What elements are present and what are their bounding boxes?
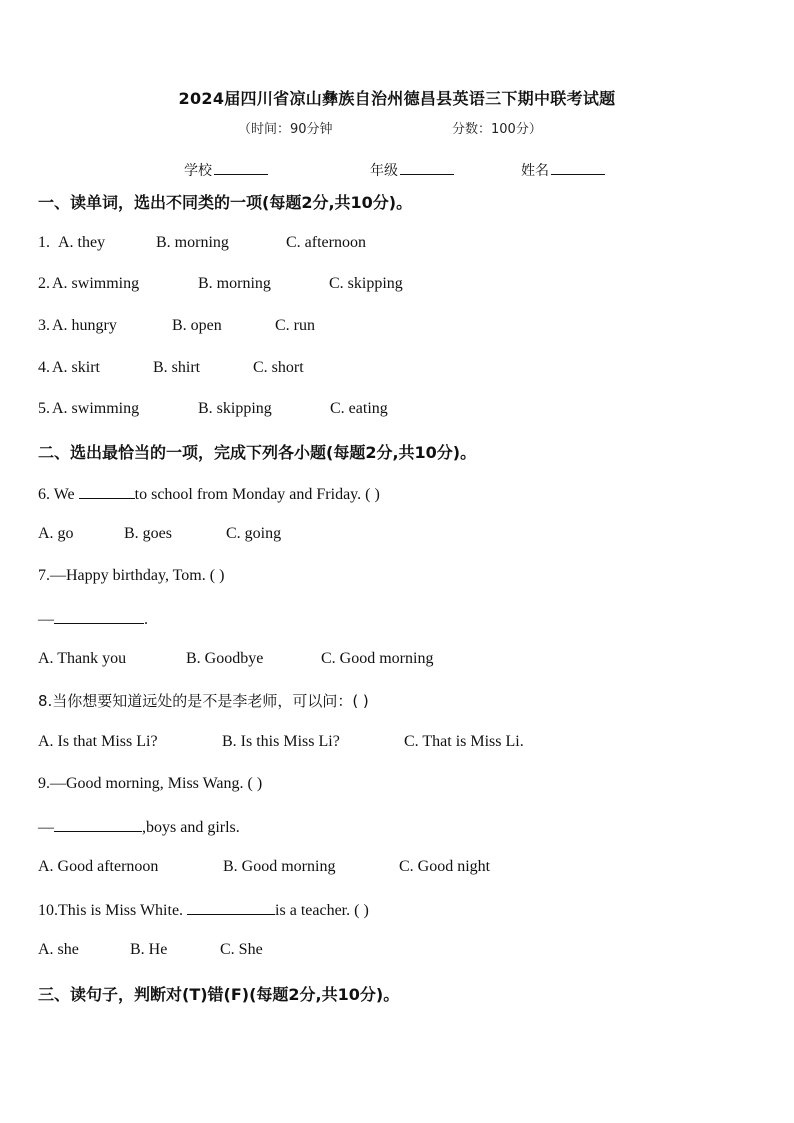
grade-label: 年级 bbox=[370, 163, 398, 179]
q6-option-b: B. goes bbox=[124, 525, 172, 542]
grade-blank[interactable] bbox=[400, 160, 454, 175]
exam-time: （时间：90分钟 bbox=[238, 122, 333, 137]
q10-option-c: C. She bbox=[220, 941, 263, 958]
name-label: 姓名 bbox=[521, 163, 549, 179]
q3-option-b: B. open bbox=[172, 317, 222, 334]
exam-title: 2024届四川省凉山彝族自治州德昌县英语三下期中联考试题 bbox=[178, 89, 616, 108]
q7-answer-line bbox=[38, 608, 148, 629]
q7-blank[interactable] bbox=[54, 608, 144, 624]
q7-option-a: A. Thank you bbox=[38, 650, 127, 667]
q7-stem: 7.—Happy birthday, Tom. ( ) bbox=[38, 567, 225, 584]
q4-option-b: B. shirt bbox=[153, 359, 201, 376]
q10-stem bbox=[38, 899, 369, 920]
q7-option-c: C. Good morning bbox=[321, 650, 434, 667]
q1-number: 1. bbox=[38, 234, 50, 251]
q2-option-b: B. morning bbox=[198, 275, 271, 292]
q7-end: . bbox=[144, 611, 148, 628]
school-blank[interactable] bbox=[214, 160, 268, 175]
name-field bbox=[521, 160, 605, 180]
q3-number: 3. bbox=[38, 317, 50, 334]
q1-option-b: B. morning bbox=[156, 234, 229, 251]
q10-option-a: A. she bbox=[38, 941, 79, 958]
q4-option-a: A. skirt bbox=[52, 359, 100, 376]
q3-option-c: C. run bbox=[275, 317, 315, 334]
q8-option-a: A. Is that Miss Li? bbox=[38, 733, 158, 750]
exam-score: 分数：100分） bbox=[452, 122, 542, 137]
q9-answer-line bbox=[38, 816, 240, 837]
q10-pre: 10.This is Miss White. bbox=[38, 902, 188, 919]
q1-option-c: C. afternoon bbox=[286, 234, 366, 251]
q10-post: is a teacher. ( ) bbox=[275, 902, 369, 919]
q9-option-b: B. Good morning bbox=[223, 858, 336, 875]
q9-stem: 9.—Good morning, Miss Wang. ( ) bbox=[38, 775, 263, 792]
q6-pre: 6. We bbox=[38, 486, 79, 503]
q10-option-b: B. He bbox=[130, 941, 168, 958]
q7-dash: — bbox=[38, 611, 54, 628]
q7-option-b: B. Goodbye bbox=[186, 650, 264, 667]
q8-option-b: B. Is this Miss Li? bbox=[222, 733, 340, 750]
q5-option-a: A. swimming bbox=[52, 400, 140, 417]
grade-field bbox=[370, 160, 454, 180]
q4-number: 4. bbox=[38, 359, 50, 376]
q1-option-a: A. they bbox=[58, 234, 106, 251]
name-blank[interactable] bbox=[551, 160, 605, 175]
q6-blank[interactable] bbox=[79, 483, 135, 499]
q9-dash: — bbox=[38, 819, 54, 836]
q5-option-c: C. eating bbox=[330, 400, 388, 417]
school-label: 学校 bbox=[184, 163, 212, 179]
q6-option-c: C. going bbox=[226, 525, 282, 542]
q9-blank[interactable] bbox=[54, 816, 142, 832]
section3-title: 三、读句子，判断对(T)错(F)(每题2分,共10分)。 bbox=[38, 985, 400, 1004]
q2-number: 2. bbox=[38, 275, 50, 292]
q10-blank[interactable] bbox=[187, 899, 275, 915]
q6-option-a: A. go bbox=[38, 525, 74, 542]
section2-title: 二、选出最恰当的一项，完成下列各小题(每题2分,共10分)。 bbox=[38, 443, 477, 462]
school-field bbox=[184, 160, 268, 180]
q8-stem: 8.当你想要知道远处的是不是李老师，可以问：( ) bbox=[38, 692, 369, 710]
q2-option-a: A. swimming bbox=[52, 275, 140, 292]
q6-post: to school from Monday and Friday. ( ) bbox=[134, 486, 380, 503]
q8-option-c: C. That is Miss Li. bbox=[404, 733, 524, 750]
q6-stem bbox=[38, 483, 380, 504]
q5-option-b: B. skipping bbox=[198, 400, 272, 417]
section1-title: 一、读单词，选出不同类的一项(每题2分,共10分)。 bbox=[38, 193, 413, 212]
q9-option-c: C. Good night bbox=[399, 858, 491, 875]
q9-end: ,boys and girls. bbox=[142, 819, 240, 836]
q3-option-a: A. hungry bbox=[52, 317, 117, 334]
q2-option-c: C. skipping bbox=[329, 275, 403, 292]
q4-option-c: C. short bbox=[253, 359, 304, 376]
q5-number: 5. bbox=[38, 400, 50, 417]
q9-option-a: A. Good afternoon bbox=[38, 858, 159, 875]
